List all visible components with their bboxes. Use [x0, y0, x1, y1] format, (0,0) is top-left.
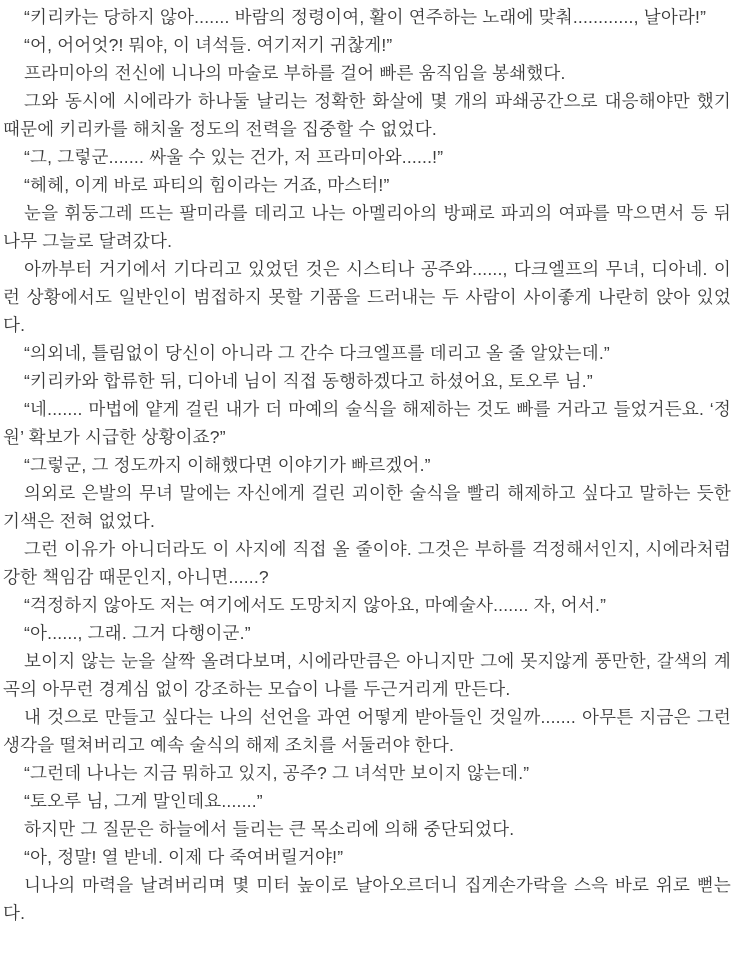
paragraph: “어, 어어엇?! 뭐야, 이 녀석들. 여기저기 귀찮게!”: [24, 35, 393, 55]
paragraph: “그, 그렇군....... 싸울 수 있는 건가, 저 프라미아와......!”: [24, 147, 444, 167]
paragraph: “걱정하지 않아도 저는 여기에서도 도망치지 않아요, 마예술사....... 자, 어서.”: [24, 595, 607, 615]
paragraph: “아......, 그래. 그거 다행이군.”: [24, 623, 251, 643]
paragraph: “키리카와 합류한 뒤, 디아네 님이 직접 동행하겠다고 하셨어요, 토오루 님.”: [24, 371, 593, 391]
paragraph: 아까부터 거기에서 기다리고 있었던 것은 시스티나 공주와......, 다크엘프의 무녀, 디아네. 이런 상황에서도 일반인이 범접하지 못할 기품을 드러내는 두 사람이 사이좋게 나란히 앉아 있었다.: [3, 259, 731, 335]
paragraph: “그렇군, 그 정도까지 이해했다면 이야기가 빠르겠어.”: [24, 455, 431, 475]
paragraph: 니나의 마력을 날려버리며 몇 미터 높이로 날아오르더니 집게손가락을 스윽 바로 위로 뻗는다.: [3, 875, 731, 923]
paragraph: 보이지 않는 눈을 살짝 올려다보며, 시에라만큼은 아니지만 그에 못지않게 풍만한, 갈색의 계곡의 아무런 경계심 없이 강조하는 모습이 나를 두근거리게 만든다.: [3, 651, 731, 699]
paragraph: “헤헤, 이게 바로 파티의 힘이라는 거죠, 마스터!”: [24, 175, 390, 195]
paragraph: “키리카는 당하지 않아....... 바람의 정령이여, 활이 연주하는 노래에 맞춰............, 날아라!”: [24, 7, 707, 27]
paragraph: 그런 이유가 아니더라도 이 사지에 직접 올 줄이야. 그것은 부하를 걱정해서인지, 시에라처럼 강한 책임감 때문인지, 아니면......?: [3, 539, 731, 587]
paragraph: “네....... 마법에 얕게 걸린 내가 더 마예의 술식을 해제하는 것도 빠를 거라고 들었거든요. ‘정원’ 확보가 시급한 상황이죠?”: [3, 399, 731, 447]
paragraph: “그런데 나나는 지금 뭐하고 있지, 공주? 그 녀석만 보이지 않는데.”: [24, 763, 530, 783]
paragraph: “아, 정말! 열 받네. 이제 다 죽여버릴거야!”: [24, 847, 344, 867]
paragraph: 하지만 그 질문은 하늘에서 들리는 큰 목소리에 의해 중단되었다.: [24, 819, 515, 839]
novel-body-text: [3, 3, 731, 927]
paragraph: “토오루 님, 그게 말인데요.......”: [24, 791, 263, 811]
paragraph: 의외로 은발의 무녀 말에는 자신에게 걸린 괴이한 술식을 빨리 해제하고 싶다고 말하는 듯한 기색은 전혀 없었다.: [3, 483, 731, 531]
paragraph: 프라미아의 전신에 니나의 마술로 부하를 걸어 빠른 움직임을 봉쇄했다.: [24, 63, 566, 83]
paragraph: 내 것으로 만들고 싶다는 나의 선언을 과연 어떻게 받아들인 것일까....... 아무튼 지금은 그런 생각을 떨쳐버리고 예속 술식의 해제 조치를 서둘러야 한다.: [3, 707, 731, 755]
paragraph: “의외네, 틀림없이 당신이 아니라 그 간수 다크엘프를 데리고 올 줄 알았는데.”: [24, 343, 610, 363]
paragraph: 그와 동시에 시에라가 하나둘 날리는 정확한 화살에 몇 개의 파쇄공간으로 대응해야만 했기 때문에 키리카를 해치울 정도의 전력을 집중할 수 없었다.: [3, 91, 731, 139]
paragraph: 눈을 휘둥그레 뜨는 팔미라를 데리고 나는 아멜리아의 방패로 파괴의 여파를 막으면서 등 뒤 나무 그늘로 달려갔다.: [3, 203, 731, 251]
